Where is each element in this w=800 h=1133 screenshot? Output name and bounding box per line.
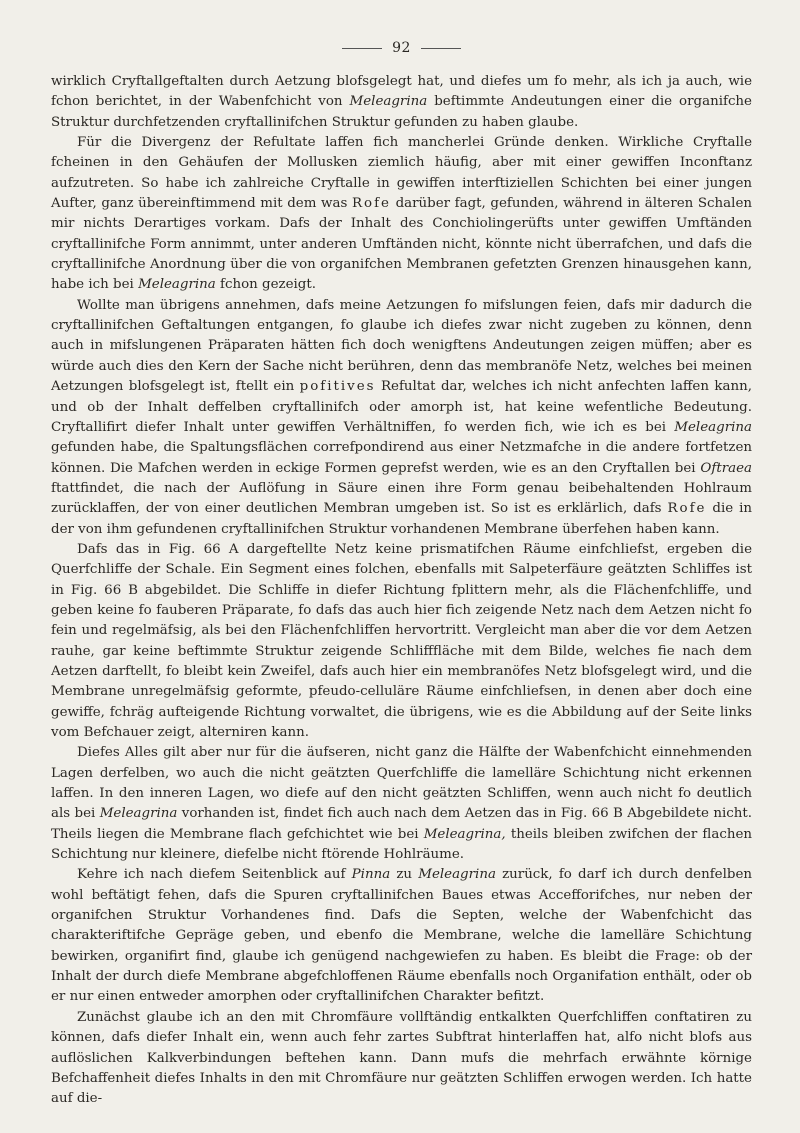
text-run: Kehre ich nach diefem Seitenblick auf — [77, 867, 352, 883]
text-run: beftimmte Andeutungen einer die organifche Struktur durchfetzenden cryftallinifchen Struktur gefunden zu haben glaube. — [51, 94, 752, 130]
header-rule-left — [342, 48, 382, 49]
text-run: die in der von ihm gefundenen cryftallinifchen Struktur vorhandenen Membrane überfehen haben kann. — [51, 501, 752, 537]
text-run: zu — [390, 867, 419, 883]
text-run: gefunden habe, die Spaltungsflächen correfpondirend aus einer Netzmafche in die andere fortfetzen können. Die Mafchen werden in eckige Formen geprefst werden, wie es an den Cryftallen bei — [51, 440, 752, 476]
text-run: fchon gezeigt. — [215, 277, 317, 293]
italic-term: Meleagrina — [674, 419, 752, 435]
italic-term: Meleagrina — [99, 806, 178, 822]
page-number: 92 — [392, 40, 411, 56]
text-run: Für die Divergenz der Refultate laffen fich mancherlei Gründe denken. Wirkliche Cryftalle fcheinen in den Gehäufen der Mollusken ziemlich häufig, aber mit einer gewiffen Inconftanz aufzutreten. So habe ich zahlreiche Cryftalle in gewiffen interftiziellen Schichten bei einer jungen Aufter, ganz übereinftimmend mit dem was — [51, 135, 752, 212]
text-run: Wollte man übrigens annehmen, dafs meine Aetzungen fo mifslungen feien, dafs mir dadurch die cryftallinifchen Geftaltungen entgangen, fo glaube ich diefes zwar nicht zugeben zu können, denn auch in mifslungenen Präparaten hätten fich doch wenigftens Andeutungen zeigen müffen; aber es würde auch dies den Kern der Sache nicht berühren, denn das membranöfe Netz, welches bei meinen Aetzungen blofsgelegt ist, ftellt ein — [51, 297, 752, 395]
paragraph — [51, 133, 752, 296]
spaced-emphasis: Rofe — [351, 196, 391, 212]
paragraph — [51, 743, 752, 865]
text-run: wirklich Cryftallgeftalten durch Aetzung blofsgelegt hat, und diefes um fo mehr, als ich ja auch, wie fchon berichtet, in der Wabenfchicht von — [51, 74, 752, 110]
italic-term: Pinna — [351, 867, 391, 883]
italic-term: Meleagrina — [349, 94, 428, 110]
paragraph — [51, 865, 752, 1007]
spaced-emphasis: Rofe — [667, 501, 707, 517]
paragraph — [51, 72, 752, 133]
text-run: ftattfindet, die nach der Auflöfung in Säure einen ihre Form genau beibehaltenden Hohlraum zurücklaffen, der von einer deutlichen Membran umgeben ist. So ist es erklärlich, dafs — [51, 480, 752, 517]
spaced-emphasis: pofitives — [299, 379, 376, 395]
italic-term: Oftraea — [700, 460, 752, 476]
header-rule-right — [421, 48, 461, 49]
paragraph — [51, 296, 752, 540]
text-run: zurück, fo darf ich durch denfelben wohl beftätigt fehen, dafs die Spuren cryftallinifchen Baues etwas Accefforifches, nur neben der organifchen Struktur Vorhandenes find. Dafs die Septen, welche der Wabenfchicht das charakteriftifche Gepräge geben, und ebenfo die Membrane, welche die lamelläre Schichtung bewirken, organifirt find, glaube ich genügend nachgewiefen zu haben. Es bleibt die Frage: ob der Inhalt der durch diefe Membrane abgefchloffenen Räume ebenfalls noch Organifation enthält, oder ob er nur einen entweder amorphen oder cryftallinifchen Charakter befitzt. — [51, 867, 752, 1005]
italic-term: Meleagrina — [418, 867, 496, 883]
text-run: Zunächst glaube ich an den mit Chromfäure vollftändig entkalkten Querfchliffen conftatiren zu können, dafs diefer Inhalt ein, wenn auch fehr zartes Subftrat hinterlaffen hat, alfo nicht blofs aus auflöslichen Kalkverbindungen beftehen kann. Dann mufs die mehrfach erwähnte körnige Befchaffenheit diefes Inhalts in den mit Chromfäure nur geätzten Schliffen erwogen werden. Ich hatte auf die- — [51, 1009, 752, 1107]
text-run: vorhanden ist, findet fich auch nach dem Aetzen das in Fig. 66 B Abgebildete nicht. Theils liegen die Membrane flach gefchichtet wie bei — [51, 806, 752, 842]
text-run: Dafs das in Fig. 66 A dargeftellte Netz keine prismatifchen Räume einfchliefst, ergeben die Querfchliffe der Schale. Ein Segment eines folchen, ebenfalls mit Salpeterfäure geätzten Schliffes ist in Fig. 66 B abgebildet. Die Schliffe in diefer Richtung fplittern mehr, als die Flächenfchliffe, und geben keine fo fauberen Präparate, fo dafs das auch hier fich zeigende Netz nach dem Aetzen nicht fo fein und regelmäfsig, als bei den Flächenfchliffen hervortritt. Vergleicht man aber die vor dem Aetzen rauhe, gar keine beftimmte Struktur zeigende Schlifffläche mit dem Bilde, welches fie nach dem Aetzen darftellt, fo bleibt kein Zweifel, dafs auch hier ein membranöfes Netz blofsgelegt wird, und die Membrane unregelmäfsig geformte, pfeudo-celluläre Räume einfchliefsen, in denen aber doch eine gewiffe, fchräg aufteigende Richtung vorwaltet, die übrigens, wie es die Abbildung auf der Seite links vom Befchauer zeigt, alterniren kann. — [51, 541, 752, 740]
paragraph — [51, 540, 752, 743]
body-text — [51, 72, 752, 1110]
text-run: Refultat dar, welches ich nicht anfechten laffen kann, und ob der Inhalt deffelben cryftallinifch oder amorph ist, hat keine wefentliche Bedeutung. Cryftallifirt diefer Inhalt unter gewiffen Verhältniffen, fo werden fich, wie ich es bei — [51, 379, 752, 435]
italic-term: Meleagrina, — [423, 826, 506, 842]
text-run: darüber fagt, gefunden, während in älteren Schalen mir nichts Derartiges vorkam. Dafs der Inhalt des Conchiolingerüfts unter gewiffen Umftänden cryftallinifche Form annimmt, unter anderen Umftänden nicht, könnte nicht überrafchen, und dafs die cryftallinifche Anordnung über die von organifchen Membranen gefetzten Grenzen hinausgehen kann, habe ich bei — [51, 196, 752, 293]
text-run: theils bleiben zwifchen der flachen Schichtung nur kleinere, diefelbe nicht ftörende Hohlräume. — [51, 826, 752, 863]
paragraph — [51, 1008, 752, 1110]
page-header — [51, 40, 752, 58]
italic-term: Meleagrina — [138, 277, 216, 293]
text-run: Diefes Alles gilt aber nur für die äufseren, nicht ganz die Hälfte der Wabenfchicht einnehmenden Lagen derfelben, wo auch die nicht geätzten Querfchliffe die lamelläre Schichtung nicht erkennen laffen. In den inneren Lagen, wo diefe auf den nicht geätzten Schliffen, wenn auch nicht fo deutlich als bei — [51, 745, 752, 822]
